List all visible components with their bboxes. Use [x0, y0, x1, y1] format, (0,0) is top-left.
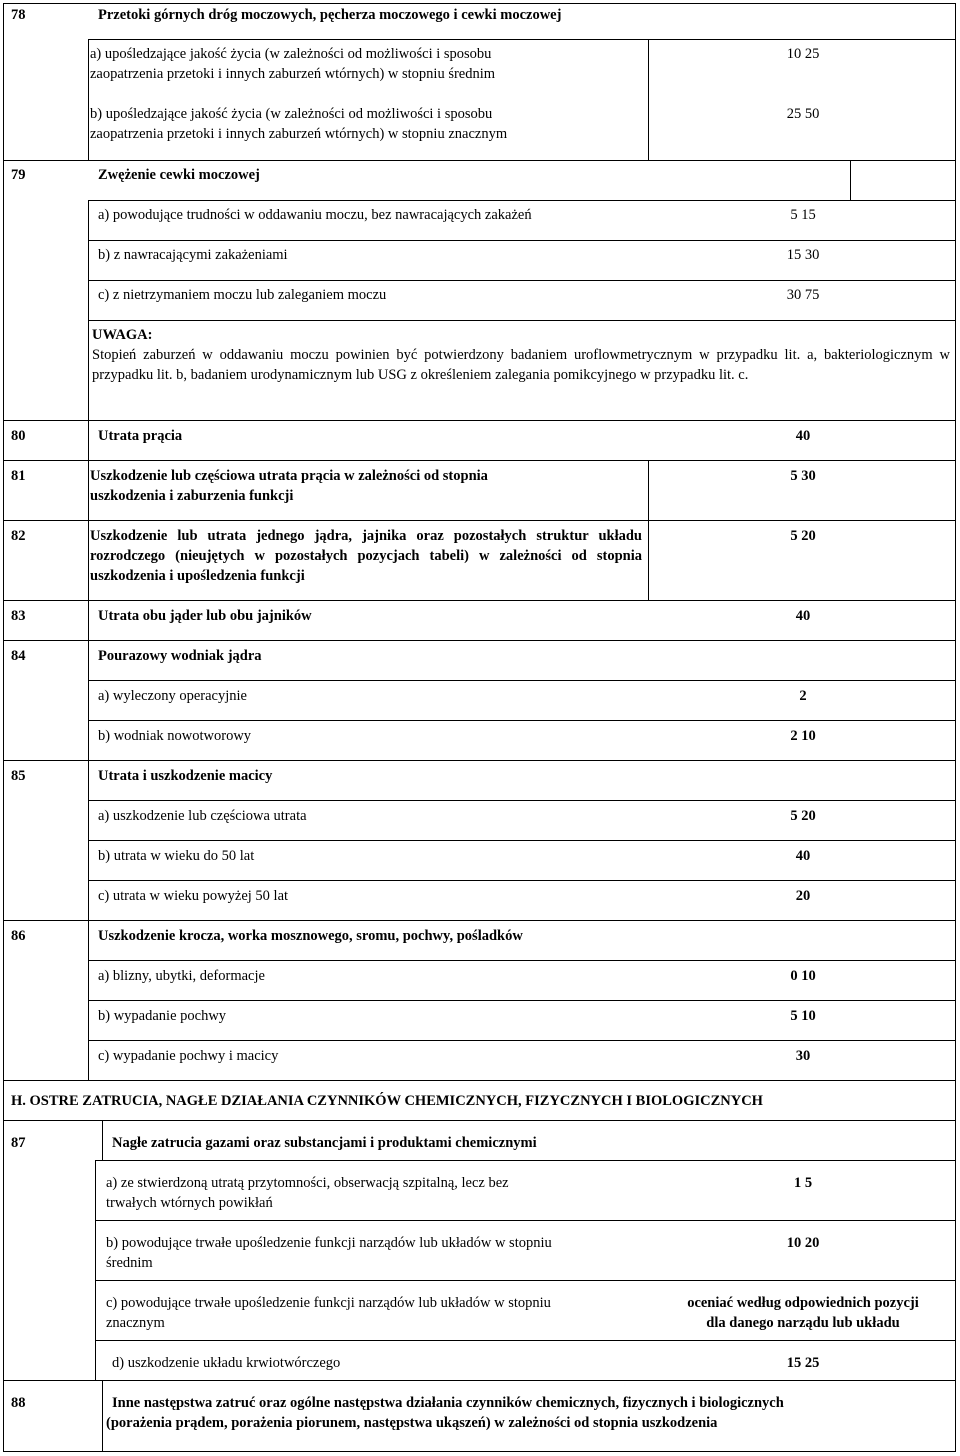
- row-87-title: Nagłe zatrucia gazami oraz substancjami i produktami chemicznymi: [112, 1135, 537, 1151]
- row-85-c-label: c) utrata w wieku powyżej 50 lat: [98, 888, 289, 904]
- section-h-heading: H. OSTRE ZATRUCIA, NAGŁE DZIAŁANIA CZYNNIKÓW CHEMICZNYCH, FIZYCZNYCH I BIOLOGICZNYCH: [11, 1093, 763, 1109]
- row-86-number: 86: [11, 928, 26, 944]
- row-84-b-label: b) wodniak nowotworowy: [98, 728, 252, 744]
- row-87-c-line1: c) powodujące trwałe upośledzenie funkcji narządów lub układów w stopniu: [106, 1295, 551, 1311]
- row-79-a-value: 5 15: [790, 207, 816, 223]
- row-80-value: 40: [795, 428, 811, 444]
- row-83-number: 83: [11, 608, 26, 624]
- row-87-a-line2: trwałych wtórnych powikłań: [106, 1195, 273, 1211]
- row-84-a-label: a) wyleczony operacyjnie: [98, 688, 247, 704]
- row-85-b-value: 40: [795, 848, 811, 864]
- row-78-title: Przetoki górnych dróg moczowych, pęcherza moczowego i cewki moczowej: [98, 7, 562, 23]
- row-87-c-value-line1: oceniać według odpowiednich pozycji: [687, 1295, 919, 1311]
- row-82-title: Uszkodzenie lub utrata jednego jądra, jajnika oraz pozostałych struktur układu rozrodczego (nieujętych w pozostałych pozycjach tabeli) w zależności od stopnia uszkodzenia i upośledzenia funkcji: [90, 528, 642, 584]
- row-81-title-line1: Uszkodzenie lub częściowa utrata prącia w zależności od stopnia: [90, 468, 488, 484]
- row-82-value: 5 20: [790, 528, 816, 544]
- row-80-title: Utrata prącia: [98, 428, 183, 444]
- row-87-c-value-line2: dla danego narządu lub układu: [706, 1315, 900, 1331]
- row-86-title: Uszkodzenie krocza, worka mosznowego, sromu, pochwy, pośladków: [98, 928, 523, 944]
- row-87-b-line1: b) powodujące trwałe upośledzenie funkcji narządów lub układów w stopniu: [106, 1235, 552, 1251]
- row-78-a-line2: zaopatrzenia przetoki i innych zaburzeń wtórnych) w stopniu średnim: [90, 66, 496, 82]
- row-79-c-label: c) z nietrzymaniem moczu lub zaleganiem moczu: [98, 287, 387, 303]
- row-78-number: 78: [11, 7, 26, 23]
- row-84-a-value: 2: [799, 688, 807, 704]
- row-87-b-line2: średnim: [106, 1255, 153, 1271]
- row-87-a-line1: a) ze stwierdzoną utratą przytomności, obserwacją szpitalną, lecz bez: [106, 1175, 509, 1191]
- row-81-number: 81: [11, 468, 26, 484]
- row-84-title: Pourazowy wodniak jądra: [98, 648, 262, 664]
- row-88-number: 88: [11, 1395, 26, 1411]
- row-88-title-line1: Inne następstwa zatruć oraz ogólne następstwa działania czynników chemicznych, fizycznych i biologicznych: [112, 1395, 784, 1411]
- row-79-a-label: a) powodujące trudności w oddawaniu moczu, bez nawracających zakażeń: [98, 207, 532, 223]
- row-87-a-value: 1 5: [793, 1175, 813, 1191]
- row-78-b-value: 25 50: [786, 106, 820, 122]
- row-85-b-label: b) utrata w wieku do 50 lat: [98, 848, 255, 864]
- row-87-d-value: 15 25: [786, 1355, 820, 1371]
- row-86-b-value: 5 10: [790, 1008, 816, 1024]
- row-85-a-label: a) uszkodzenie lub częściowa utrata: [98, 808, 307, 824]
- row-78-a-value: 10 25: [786, 46, 820, 62]
- row-79-note-text: Stopień zaburzeń w oddawaniu moczu powinien być potwierdzony badaniem uroflowmetrycznym w przypadku lit. a, bakteriologicznym w przypadku lit. b, badaniem urodynamicznym lub USG z określeniem zalegania pomikcyjnego w przypadku lit. c.: [92, 347, 950, 383]
- row-86-a-label: a) blizny, ubytki, deformacje: [98, 968, 265, 984]
- row-78-a-line1: a) upośledzające jakość życia (w zależności od możliwości i sposobu: [90, 46, 492, 62]
- row-86-c-label: c) wypadanie pochwy i macicy: [98, 1048, 279, 1064]
- row-84-number: 84: [11, 648, 26, 664]
- row-81-title-line2: uszkodzenia i zaburzenia funkcji: [90, 488, 294, 504]
- row-86-c-value: 30: [795, 1048, 811, 1064]
- row-78-b-line2: zaopatrzenia przetoki i innych zaburzeń wtórnych) w stopniu znacznym: [90, 126, 508, 142]
- row-79-title: Zwężenie cewki moczowej: [98, 167, 260, 183]
- row-80-number: 80: [11, 428, 26, 444]
- row-86-b-label: b) wypadanie pochwy: [98, 1008, 227, 1024]
- row-88-title-line2: (porażenia prądem, porażenia piorunem, następstwa ukąszeń) w zależności od stopnia uszkodzenia: [106, 1415, 718, 1431]
- row-85-number: 85: [11, 768, 26, 784]
- row-85-title: Utrata i uszkodzenie macicy: [98, 768, 273, 784]
- row-79-number: 79: [11, 167, 26, 183]
- row-83-value: 40: [795, 608, 811, 624]
- row-85-c-value: 20: [795, 888, 811, 904]
- row-87-b-value: 10 20: [786, 1235, 820, 1251]
- row-83-title: Utrata obu jąder lub obu jajników: [98, 608, 312, 624]
- row-82-number: 82: [11, 528, 26, 544]
- row-84-b-value: 2 10: [790, 728, 816, 744]
- row-79-note-heading: UWAGA:: [92, 327, 153, 343]
- row-79-b-value: 15 30: [786, 247, 820, 263]
- row-87-number: 87: [11, 1135, 26, 1151]
- row-87-d-label: d) uszkodzenie układu krwiotwórczego: [112, 1355, 341, 1371]
- row-79-b-label: b) z nawracającymi zakażeniami: [98, 247, 288, 263]
- row-81-value: 5 30: [790, 468, 816, 484]
- row-87-c-line2: znacznym: [106, 1315, 165, 1331]
- row-85-a-value: 5 20: [790, 808, 816, 824]
- row-78-b-line1: b) upośledzające jakość życia (w zależności od możliwości i sposobu: [90, 106, 493, 122]
- row-79-c-value: 30 75: [786, 287, 820, 303]
- row-86-a-value: 0 10: [790, 968, 816, 984]
